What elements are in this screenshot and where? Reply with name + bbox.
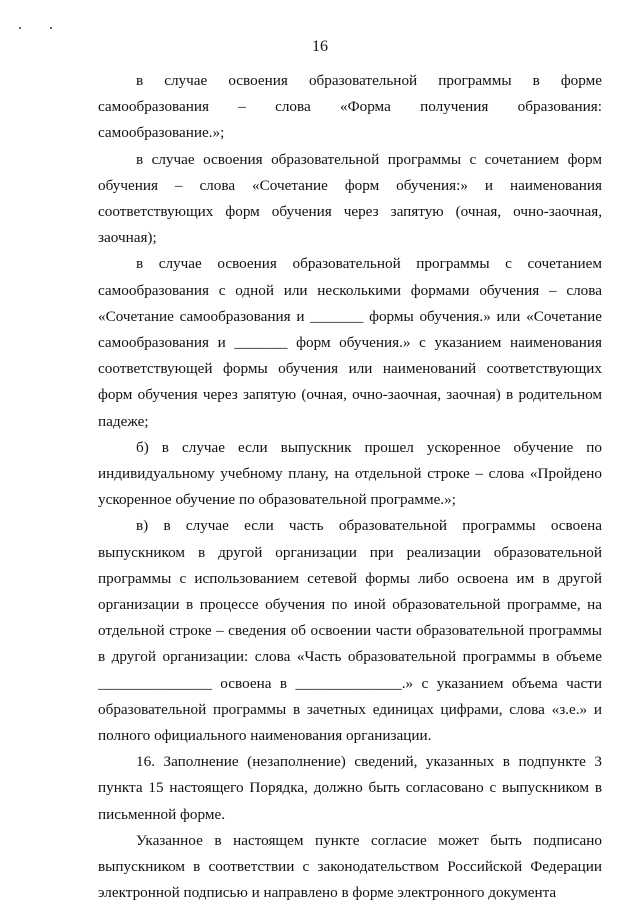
paragraph-self-education: в случае освоения образовательной программы в форме самообразования – слова «Форма получения образования: самообразование.»; [98,72,602,142]
scan-speck [19,27,21,29]
page-number: 16 [312,38,328,55]
paragraph-combined-forms: в случае освоения образовательной программы с сочетанием форм обучения – слова «Сочетание форм обучения:» и наименования соответствующих форм обучения через запятую (очная, очно-заочная, заочная); [98,150,602,247]
paragraph-consent: Указанное в настоящем пункте согласие может быть подписано выпускником в соответствии с законодательством Российской Федерации электронной подписью и направлено в форме электронного документа [98,831,602,902]
scan-speck [50,27,52,29]
paragraph-accelerated-learning: б) в случае если выпускник прошел ускоренное обучение по индивидуальному учебному плану, на отдельной строке – слова «Пройдено ускоренное обучение по образовательной программе.»; [98,438,602,509]
document-body [98,68,602,907]
paragraph-self-education-combined: в случае освоения образовательной программы с сочетанием самообразования с одной или несколькими формами обучения – слова «Сочетание самообразования и _______ формы обучения.» или «Сочетание самообразования и _______ форм обучения.» с указанием наименования соответствующей формы обучения или наименований соответствующих форм обучения через запятую (очная, очно-заочная, заочная) в родительном падеже; [98,255,602,430]
paragraph-other-organization: в) в случае если часть образовательной программы освоена выпускником в другой организации при реализации образовательной программы с использованием сетевой формы либо освоена им в другой организации в процессе обучения по иной образовательной программе, на отдельной строке – сведения об освоении части образовательной программы в другой организации: слова «Часть образовательной программы в объеме _______________ освоена в ______________.» с указанием объема части образовательной программы в зачетных единицах цифрами, слова «з.е.» и полного официального наименования организации. [98,517,602,745]
paragraph-item-16: 16. Заполнение (незаполнение) сведений, указанных в подпункте 3 пункта 15 настоящего Порядка, должно быть согласовано с выпускником в письменной форме. [98,753,602,823]
